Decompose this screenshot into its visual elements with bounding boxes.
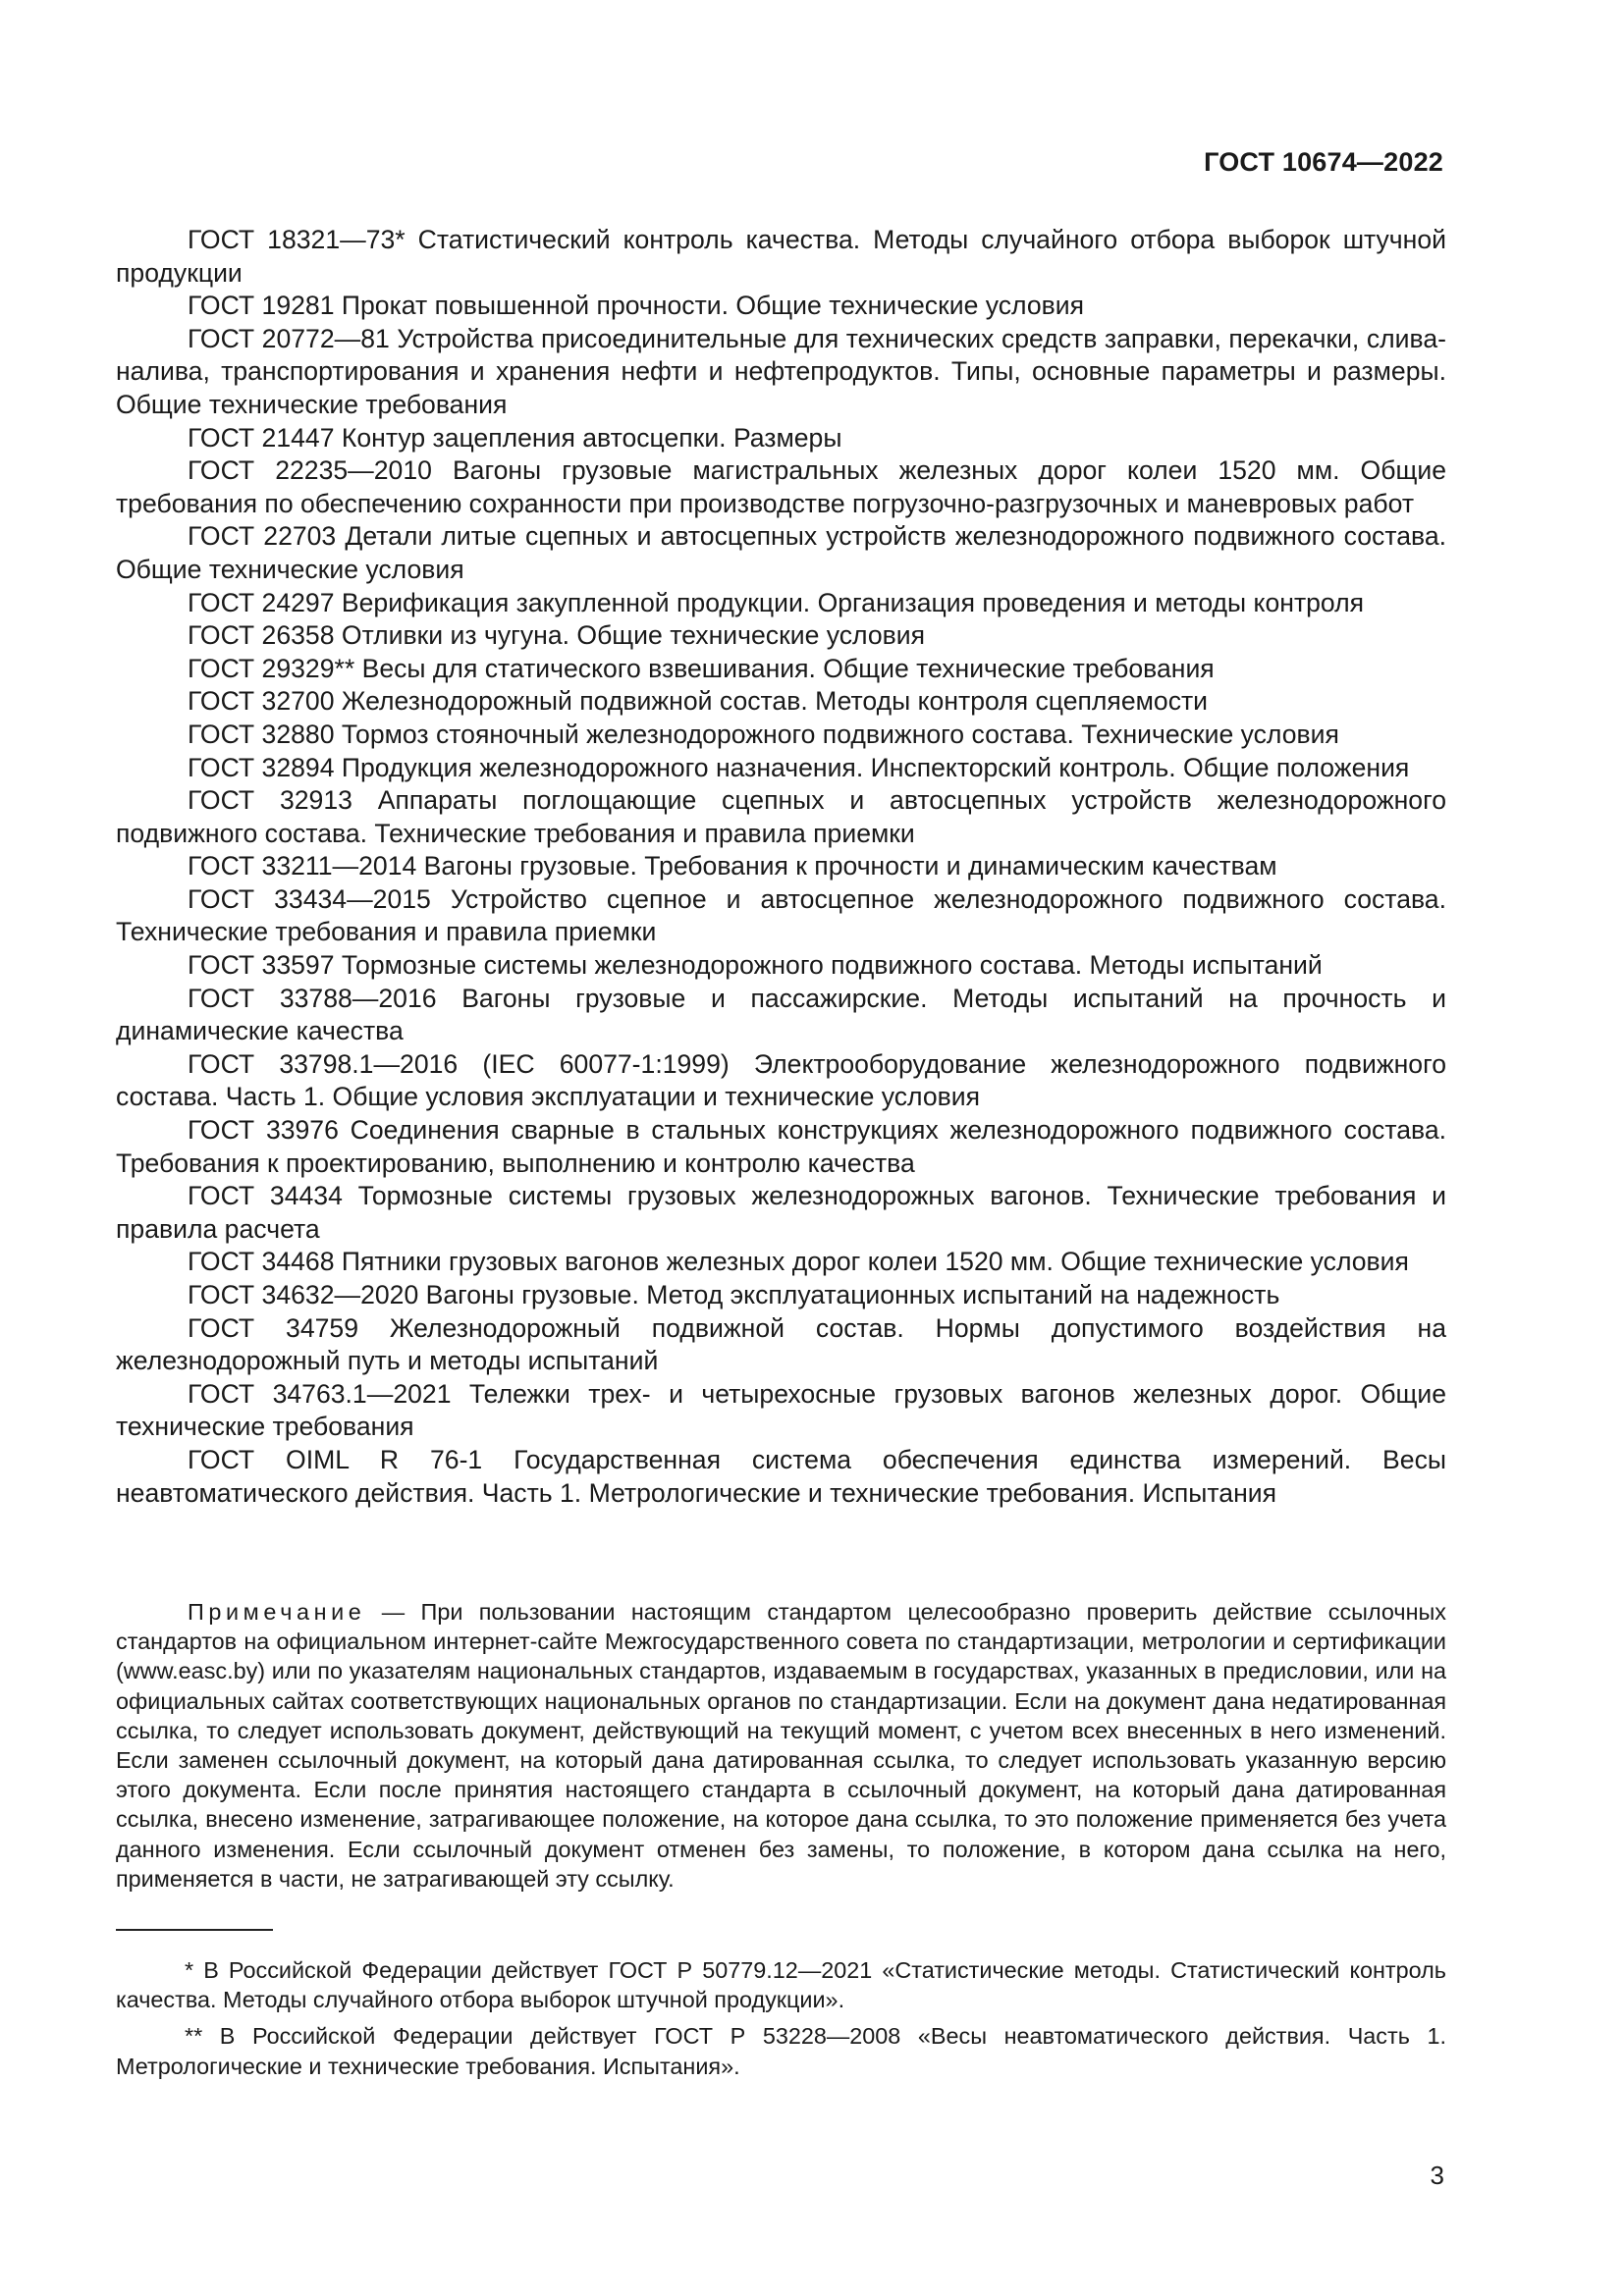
reference-item: ГОСТ 33434—2015 Устройство сцепное и автосцепное железнодорожного подвижного состава. Технические требования и правила приемки [116, 883, 1446, 947]
reference-item: ГОСТ 34434 Тормозные системы грузовых железнодорожных вагонов. Технические требования и правила расчета [116, 1181, 1446, 1244]
reference-item: ГОСТ 33976 Соединения сварные в стальных конструкциях железнодорожного подвижного состава. Требования к проектированию, выполнению и контролю качества [116, 1115, 1446, 1178]
reference-item: ГОСТ OIML R 76-1 Государственная система обеспечения единства измерений. Весы неавтоматического действия. Часть 1. Метрологические и технические требования. Испытания [116, 1444, 1446, 1508]
reference-item: ГОСТ 33798.1—2016 (IEC 60077-1:1999) Электрооборудование железнодорожного подвижного состава. Часть 1. Общие условия эксплуатации и технические условия [116, 1048, 1446, 1112]
reference-item: ГОСТ 21447 Контур зацепления автосцепки. Размеры [188, 422, 842, 453]
footnote-separator [116, 1929, 273, 1931]
page-number: 3 [1430, 2161, 1444, 2190]
document-header: ГОСТ 10674—2022 [1204, 147, 1443, 177]
reference-item: ГОСТ 22235—2010 Вагоны грузовые магистральных железных дорог колеи 1520 мм. Общие требования по обеспечению сохранности при производстве погрузочно-разгрузочных и маневровых работ [116, 455, 1446, 518]
reference-item: ГОСТ 32880 Тормоз стояночный железнодорожного подвижного состава. Технические условия [188, 719, 1339, 749]
reference-item: ГОСТ 18321—73* Статистический контроль качества. Методы случайного отбора выборок штучной продукции [116, 225, 1446, 288]
reference-item: ГОСТ 26358 Отливки из чугуна. Общие технические условия [188, 620, 926, 651]
reference-item: ГОСТ 34763.1—2021 Тележки трех- и четырехосные грузовых вагонов железных дорог. Общие технические требования [116, 1378, 1446, 1442]
note-paragraph [116, 1597, 1446, 1894]
reference-item: ГОСТ 19281 Прокат повышенной прочности. Общие технические условия [188, 291, 1085, 321]
footnote: ** В Российской Федерации действует ГОСТ Р 53228—2008 «Весы неавтоматического действия. Часть 1. Метрологические и технические требования. Испытания». [116, 2023, 1446, 2079]
reference-item: ГОСТ 29329** Весы для статического взвешивания. Общие технические требования [188, 653, 1215, 683]
note-block [116, 1597, 1446, 1894]
reference-item: ГОСТ 34759 Железнодорожный подвижной состав. Нормы допустимого воздействия на железнодорожный путь и методы испытаний [116, 1312, 1446, 1376]
note-label: Примечание [188, 1599, 366, 1625]
reference-item: ГОСТ 32913 Аппараты поглощающие сцепных и автосцепных устройств железнодорожного подвижного состава. Технические требования и правила приемки [116, 785, 1446, 848]
footnote: * В Российской Федерации действует ГОСТ Р 50779.12—2021 «Статистические методы. Статистический контроль качества. Методы случайного отбора выборок штучной продукции». [116, 1957, 1446, 2013]
reference-item: ГОСТ 32700 Железнодорожный подвижной состав. Методы контроля сцепляемости [188, 686, 1209, 717]
footnotes [116, 1955, 1446, 2088]
reference-item: ГОСТ 22703 Детали литые сцепных и автосцепных устройств железнодорожного подвижного состава. Общие технические условия [116, 521, 1446, 584]
normative-references-list [116, 224, 1446, 1510]
reference-item: ГОСТ 33211—2014 Вагоны грузовые. Требования к прочности и динамическим качествам [188, 851, 1277, 881]
reference-item: ГОСТ 24297 Верификация закупленной продукции. Организация проведения и методы контроля [188, 587, 1365, 617]
reference-item: ГОСТ 33788—2016 Вагоны грузовые и пассажирские. Методы испытаний на прочность и динамические качества [116, 983, 1446, 1046]
reference-item: ГОСТ 34632—2020 Вагоны грузовые. Метод эксплуатационных испытаний на надежность [188, 1280, 1280, 1309]
reference-item: ГОСТ 20772—81 Устройства присоединительные для технических средств заправки, перекачки, слива-налива, транспортирования и хранения нефти и нефтепродуктов. Типы, основные параметры и размеры. Общие технические требования [116, 323, 1446, 419]
reference-item: ГОСТ 32894 Продукция железнодорожного назначения. Инспекторский контроль. Общие положения [188, 752, 1410, 782]
reference-item: ГОСТ 33597 Тормозные системы железнодорожного подвижного состава. Методы испытаний [188, 950, 1323, 981]
reference-item: ГОСТ 34468 Пятники грузовых вагонов железных дорог колеи 1520 мм. Общие технические условия [188, 1247, 1409, 1277]
note-text: — При пользовании настоящим стандартом целесообразно проверить действие ссылочных стандартов на официальном интернет-сайте Межгосударственного совета по стандартизации, метрологии и сертификации (www.easc.by) или по указателям национальных стандартов, издаваемым в государствах, указанных в предисловии, или на официальных сайтах соответствующих национальных органов по стандартизации. Если на документ дана недатированная ссылка, то следует использовать документ, действующий на текущий момент, с учетом всех внесенных в него изменений. Если заменен ссылочный документ, на который дана датированная ссылка, то следует использовать указанную версию этого документа. Если после принятия настоящего стандарта в ссылочный документ, на который дана датированная ссылка, внесено изменение, затрагивающее положение, на которое дана ссылка, то это положение применяется без учета данного изменения. Если ссылочный документ отменен без замены, то положение, в котором дана ссылка на него, применяется в части, не затрагивающей эту ссылку. [116, 1599, 1447, 1892]
